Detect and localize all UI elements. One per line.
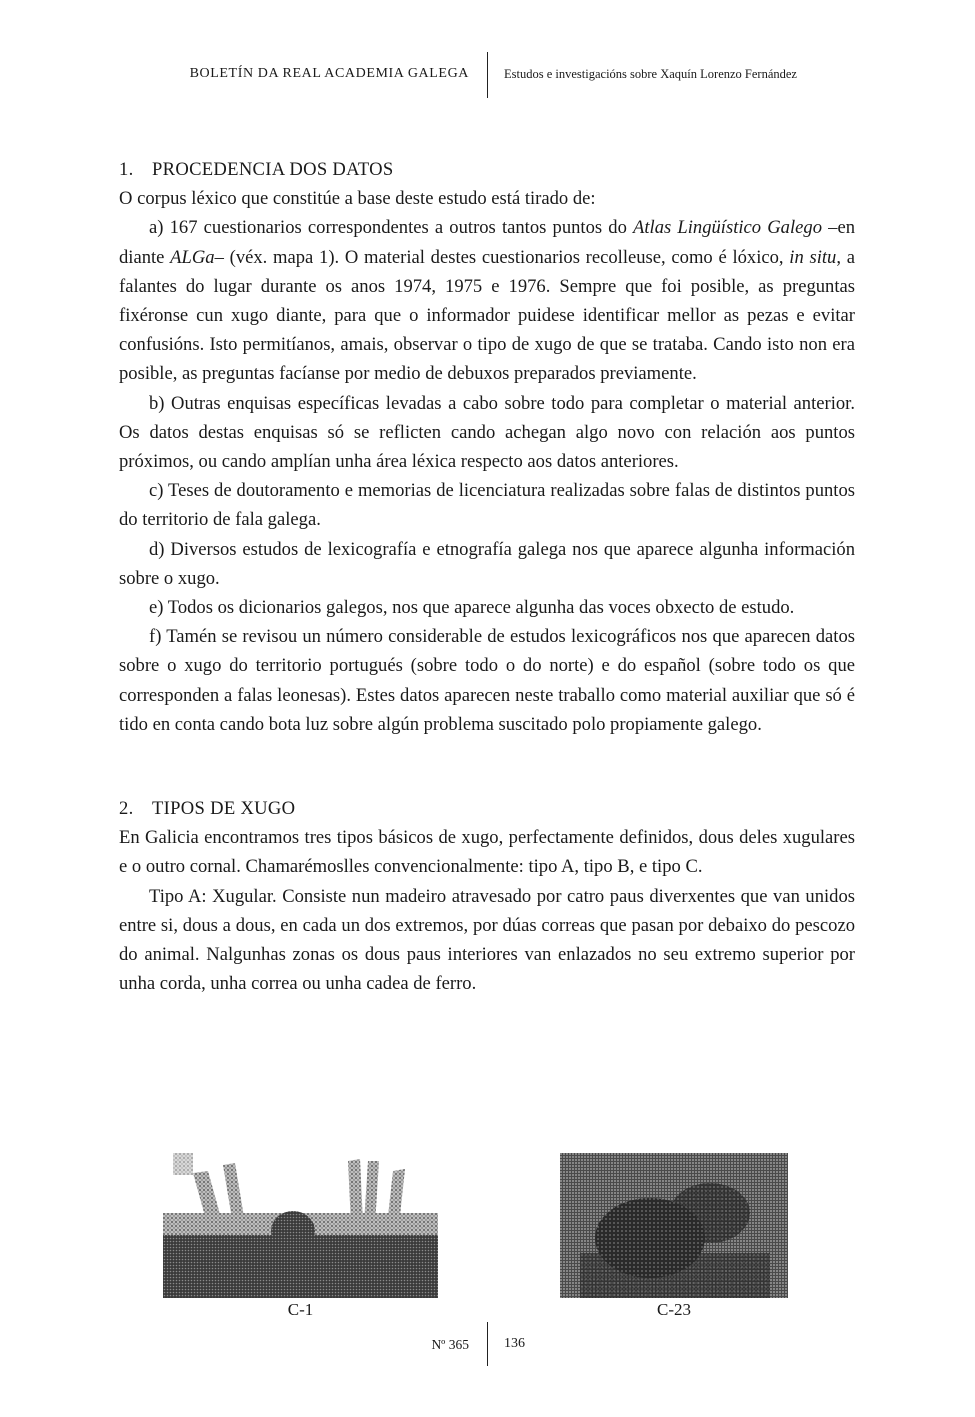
figure-c1-caption: C-1 (287, 1300, 314, 1319)
section-1-intro: O corpus léxico que constitúe a base deste estudo está tirado de: (119, 188, 596, 210)
figure-c23-caption: C-23 (657, 1300, 691, 1319)
journal-title: BOLETÍN DA REAL ACADEMIA GALEGA (189, 66, 469, 81)
section-1-number: 1. (119, 159, 134, 180)
issue-number: Nº 365 (431, 1337, 469, 1352)
figure-c1 (163, 1153, 438, 1323)
section-2-paragraph-2: Tipo A: Xugular. Consiste nun madeiro atravesado por catro paus diverxentes que van unidos entre si, dous a dous, en cada un dos extremos, por dúas correas que pasan por debaixo do pescozo do animal. Nalgunhas zonas os dous paus interiores van enlazados no seu extremo superior por unha corda, unha correa ou unha cadea de ferro. (119, 885, 855, 995)
footer-divider (487, 1322, 488, 1366)
page-header (0, 52, 975, 100)
section-1-title: PROCEDENCIA DOS DATOS (152, 159, 394, 180)
item-e: e) Todos os dicionarios galegos, nos que aparece algunha das voces obxecto de estudo. (149, 597, 795, 619)
item-f: f) Tamén se revisou un número considerable de estudos lexicográficos nos que aparecen datos sobre o xugo do territorio portugués (sobre todo o do norte) e do español (sobre todo os que corresponden a falas leonesas). Estes datos aparecen neste traballo como material auxiliar que só é tido en conta cando bota luz sobre algún problema suscitado polo propiamente galego. (119, 626, 855, 735)
section-2-heading (119, 794, 855, 823)
page-number: 136 (504, 1336, 525, 1351)
section-title: Estudos e investigacións sobre Xaquín Lorenzo Fernández (504, 67, 797, 81)
section-2-title: TIPOS DE XUGO (152, 798, 296, 820)
figure-c23 (560, 1153, 788, 1323)
section-1-heading (119, 155, 855, 184)
item-b: b) Outras enquisas específicas levadas a cabo sobre todo para completar o material anterior. Os datos destas enquisas só se reflicten cando achegan algo novo con relación aos puntos próximos, ou cando amplían unha área léxica respecto aos datos anteriores. (119, 392, 855, 473)
article-body (119, 155, 855, 998)
item-d: d) Diversos estudos de lexicografía e etnografía galega nos que aparece algunha información sobre o xugo. (119, 538, 855, 589)
item-a: a) 167 cuestionarios correspondentes a outros tantos puntos do Atlas Lingüístico Galego –en diante ALGa– (vé​x. mapa 1). O material destes cuestionarios recolleuse, como é lóxico, in situ, a falantes do lugar durante os anos 1974, 1975 e 1976. Sempre que foi posible, as preguntas fixéronse cun xugo diante, para que o informador puidese identificar mellor as pezas e evitar confusións. Isto permitíanos, amais, observar o tipo de xugo de que se trataba. Cando isto non era posible, as preguntas facíanse por medio de debuxos preparados previamente. (119, 217, 856, 385)
page-footer (0, 1322, 975, 1372)
item-c: c) Teses de doutoramento e memorias de licenciatura realizadas sobre falas de distintos puntos do territorio de fala galega. (119, 480, 855, 531)
yoke-photo-c1 (163, 1153, 438, 1298)
section-2-number: 2. (119, 798, 134, 820)
figures-row (0, 1153, 975, 1323)
header-divider (487, 52, 488, 98)
section-2-paragraph-1: En Galicia encontramos tres tipos básicos de xugo, perfectamente definidos, dous deles xugulares e o outro cornal. Chamarémoslles convencionalmente: tipo A, tipo B, e tipo C. (119, 827, 855, 878)
yoke-photo-c23 (560, 1153, 788, 1298)
